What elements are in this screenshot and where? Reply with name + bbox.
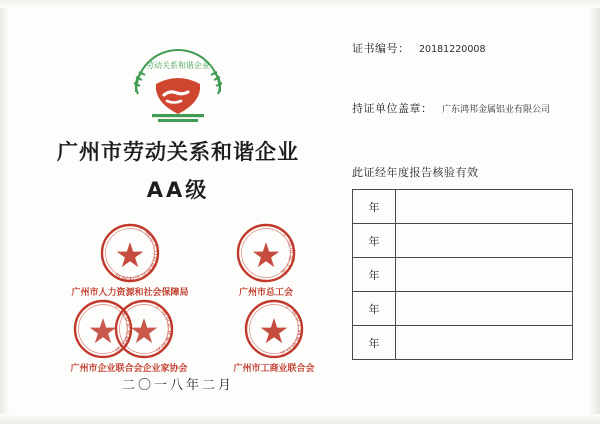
seal-industry-commerce-federation [214,298,334,374]
svg-text:广州市总工会: 广州市总工会 [278,231,297,277]
scan-edge-bottom [0,414,600,424]
table-row [353,224,573,258]
year-label-cell: 年 [353,326,396,360]
seal-human-resources-stamp-icon [99,222,161,284]
annual-verification-table [352,189,573,360]
seal-enterprise-confederation-stamp-icon [72,298,190,360]
year-value-cell[interactable] [396,292,573,326]
year-label-cell: 年 [353,258,396,292]
year-value-cell[interactable] [396,258,573,292]
certificate-grade: AA级 [146,178,210,202]
certificate-number-value: 20181220008 [419,44,486,55]
seal-federation-trade-unions-stamp-icon [235,222,297,284]
left-panel [18,26,338,406]
svg-text:广州市工商业联合会: 广州市工商业联合会 [278,302,305,359]
validity-note: 此证经年度报告核验有效 [352,166,479,179]
handshake-wheat-emblem-icon [122,48,234,126]
certificate-number-label: 证书编号： [352,42,410,55]
svg-text:广州市人力资源和社会保障局: 广州市人力资源和社会保障局 [114,226,160,283]
holder-unit-row [352,100,584,122]
year-value-cell[interactable] [396,224,573,258]
table-row [353,326,573,360]
year-value-cell[interactable] [396,326,573,360]
year-label-cell: 年 [353,224,396,258]
issue-date: 二〇一八年二月 [121,378,234,393]
right-panel [352,40,584,360]
seals-group [18,222,338,372]
certificate-number-row [352,40,584,62]
table-row [353,190,573,224]
seal-caption: 广州市人力资源和社会保障局 [71,288,189,298]
svg-text:广州市企业联合会: 广州市企业联合会 [113,302,134,356]
scan-edge-left [0,0,10,424]
scan-edge-top [0,0,600,8]
seal-federation-trade-unions [206,222,326,298]
table-row [353,258,573,292]
svg-text:广州市企业家协会: 广州市企业家协会 [154,302,175,356]
holder-unit-value: 广东鸿邦金属铝业有限公司 [442,105,551,115]
seal-enterprise-confederation [46,298,216,374]
scan-edge-right [588,0,600,424]
table-row [353,292,573,326]
seal-industry-commerce-federation-stamp-icon [243,298,305,360]
seal-caption: 广州市企业联合会企业家协会 [70,364,188,374]
year-label-cell: 年 [353,292,396,326]
certificate-title: 广州市劳动关系和谐企业 [57,140,299,164]
svg-text:劳动关系和谐企业: 劳动关系和谐企业 [146,61,210,70]
seal-human-resources [60,222,200,298]
holder-unit-label: 持证单位盖章： [352,102,433,115]
year-label-cell: 年 [353,190,396,224]
year-value-cell[interactable] [396,190,573,224]
seal-caption: 广州市工商业联合会 [233,364,315,374]
seal-caption: 广州市总工会 [238,288,293,298]
